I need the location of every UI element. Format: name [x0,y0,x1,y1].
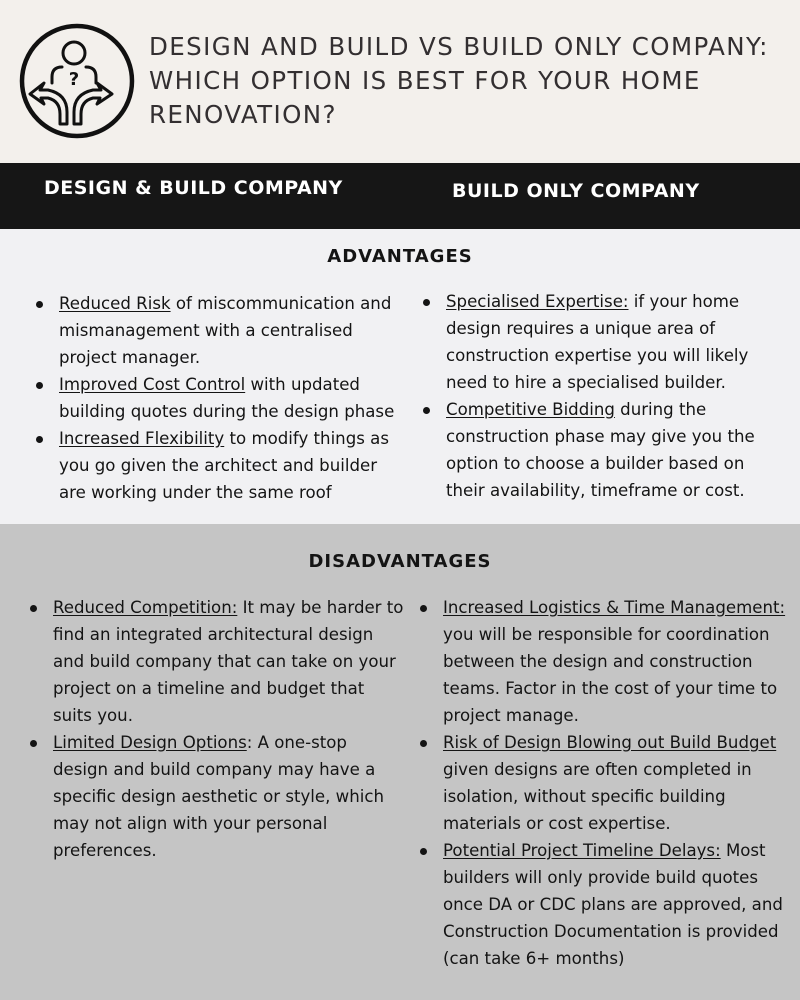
list-item-term: Risk of Design Blowing out Build Budget [443,733,777,752]
list-item [36,290,406,371]
list-item-term: Competitive Bidding [446,400,615,419]
header [0,0,800,163]
list-item-text: during the construction phase may give you the option to choose a builder based on their availability, timeframe or cost. [446,400,755,500]
list-item [420,837,795,972]
list-item-term: Potential Project Timeline Delays: [443,841,721,860]
disadvantages-heading: DISADVANTAGES [308,551,492,572]
list-item [36,371,406,425]
svg-text:?: ? [68,69,80,90]
list-item-text: of miscommunication and mismanagement with a centralised project manager. [59,294,392,367]
advantages-heading: ADVANTAGES [327,246,473,267]
list-item-term: Limited Design Options [53,733,247,752]
list-item [420,594,795,729]
column-header-bar [0,163,800,229]
list-item-term: Increased Logistics & Time Management: [443,598,786,617]
disadvantages-build-only-list [420,594,795,972]
list-item-term: Reduced Risk [59,294,171,313]
list-item [423,396,783,504]
list-item-term: Increased Flexibility [59,429,225,448]
page-title: DESIGN AND BUILD VS BUILD ONLY COMPANY: WHICH OPTION IS BEST FOR YOUR HOME RENOVATION? [149,32,769,129]
list-item [420,729,795,837]
column-header-design-build: DESIGN & BUILD COMPANY [44,177,343,199]
list-item [30,729,405,864]
list-item [30,594,405,729]
list-item-term: Reduced Competition: [53,598,238,617]
decision-crossroads-icon [18,22,136,140]
advantages-section [0,229,800,524]
list-item [423,288,783,396]
disadvantages-design-build-list [30,594,405,864]
list-item-term: Specialised Expertise: [446,292,629,311]
list-item-text: to modify things as you go given the architect and builder are working under the same roof [59,429,389,502]
list-item-text: : A one-stop design and build company may have a specific design aesthetic or style, which may not align with your personal preferences. [53,733,384,860]
column-header-build-only: BUILD ONLY COMPANY [452,180,700,202]
list-item-text: you will be responsible for coordination between the design and construction teams. Factor in the cost of your time to project manage. [443,625,778,725]
advantages-build-only-list [423,288,783,504]
list-item [36,425,406,506]
disadvantages-section [0,524,800,1000]
list-item-text: if your home design requires a unique area of construction expertise you will likely need to hire a specialised builder. [446,292,749,392]
advantages-design-build-list [36,290,406,506]
list-item-text: It may be harder to find an integrated architectural design and build company that can take on your project on a timeline and budget that suits you. [53,598,404,725]
list-item-text: with updated building quotes during the design phase [59,375,395,421]
list-item-term: Improved Cost Control [59,375,246,394]
list-item-text: given designs are often completed in isolation, without specific building materials or cost expertise. [443,760,752,833]
list-item-text: Most builders will only provide build quotes once DA or CDC plans are approved, and Construction Documentation is provided (can take 6+ months) [443,841,783,968]
